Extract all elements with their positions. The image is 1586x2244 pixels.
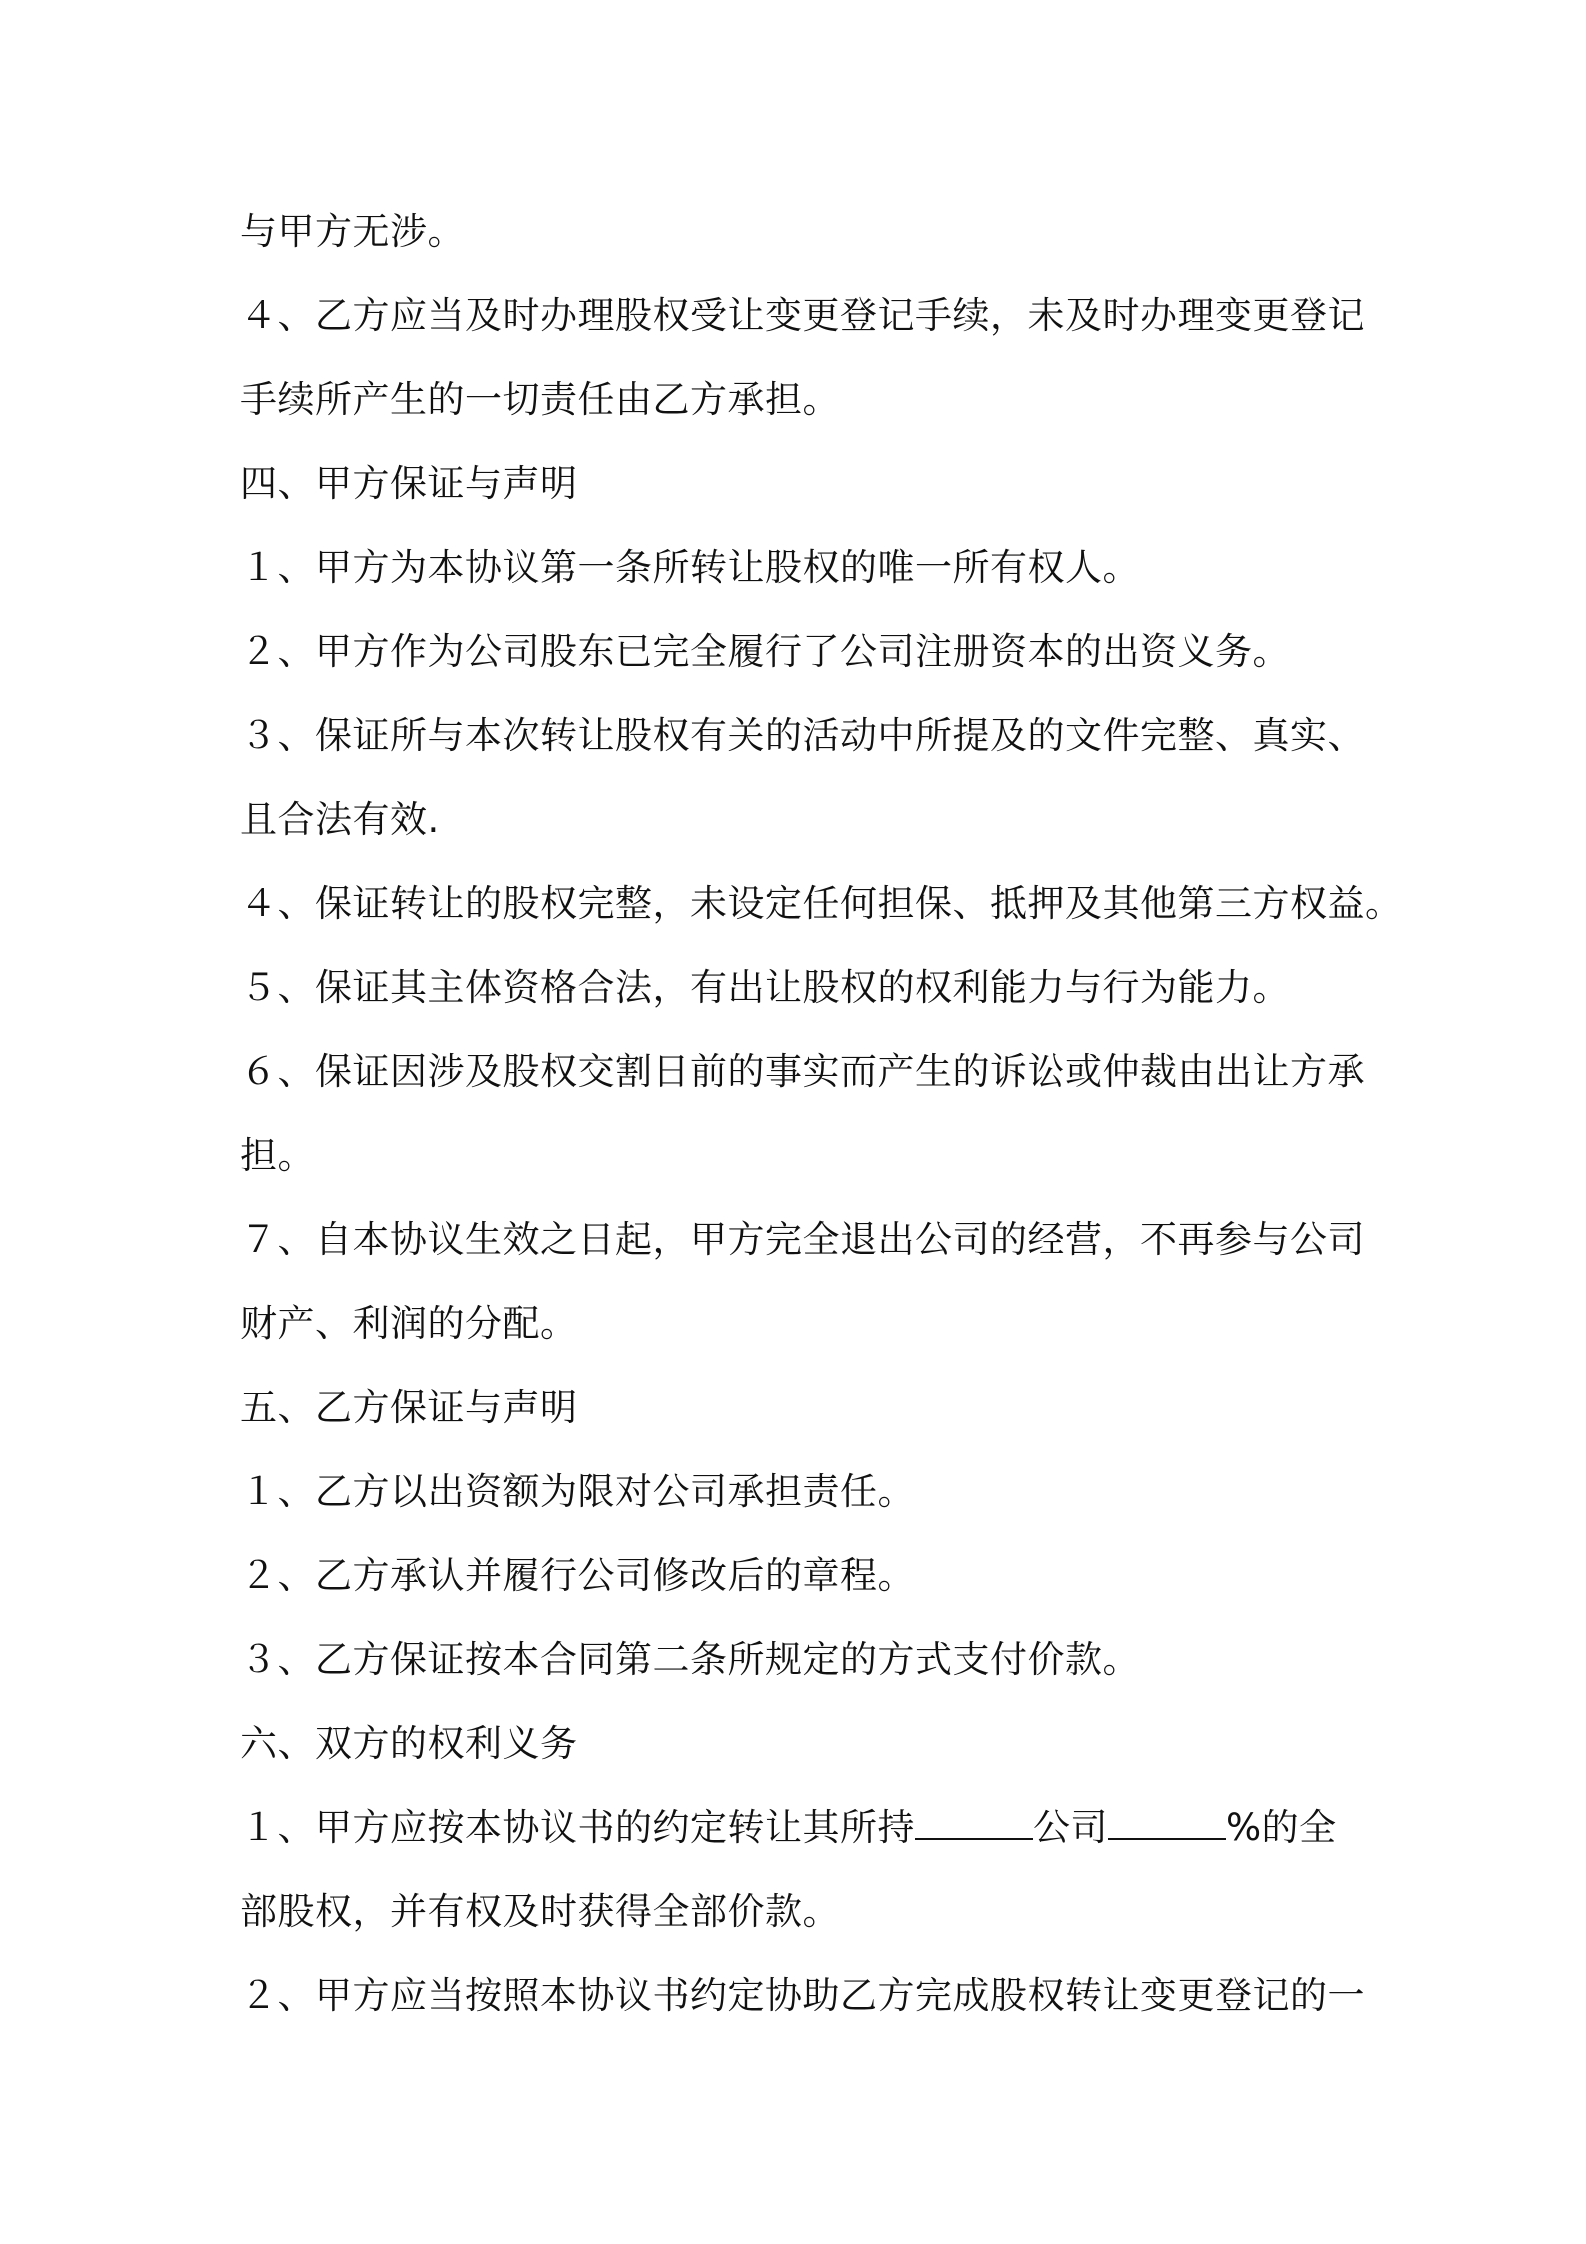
fill-in-blank [915, 1808, 1033, 1840]
text-segment: １、甲方应按本协议书的约定转让其所持 [240, 1806, 915, 1849]
text-line: ２、乙方承认并履行公司修改后的章程。 [240, 1554, 915, 1597]
text-line-with-blanks [240, 1786, 1360, 1870]
text-line: ２、甲方应当按照本协议书约定协助乙方完成股权转让变更登记的一 [240, 1974, 1365, 2017]
text-line: 且合法有效. [240, 798, 440, 841]
text-line: ３、乙方保证按本合同第二条所规定的方式支付价款。 [240, 1638, 1140, 1681]
fill-in-blank [1108, 1808, 1226, 1840]
text-line: ４、乙方应当及时办理股权受让变更登记手续，未及时办理变更登记 [240, 294, 1365, 337]
document-body [240, 190, 1403, 2038]
text-line: 财产、利润的分配。 [240, 1302, 578, 1345]
text-line: ３、保证所与本次转让股权有关的活动中所提及的文件完整、真实、 [240, 714, 1365, 757]
text-line: ２、甲方作为公司股东已完全履行了公司注册资本的出资义务。 [240, 630, 1290, 673]
text-line: １、甲方为本协议第一条所转让股权的唯一所有权人。 [240, 546, 1140, 589]
text-line: 部股权，并有权及时获得全部价款。 [240, 1890, 840, 1933]
text-line: ７、自本协议生效之日起，甲方完全退出公司的经营，不再参与公司 [240, 1218, 1365, 1261]
text-line: 与甲方无涉。 [240, 210, 465, 253]
section-heading: 五、乙方保证与声明 [240, 1386, 578, 1429]
section-heading: 四、甲方保证与声明 [240, 462, 578, 505]
text-line: １、乙方以出资额为限对公司承担责任。 [240, 1470, 915, 1513]
text-segment: 公司 [1033, 1806, 1108, 1849]
section-heading: 六、双方的权利义务 [240, 1722, 578, 1765]
text-line: ４、保证转让的股权完整，未设定任何担保、抵押及其他第三方权益。 [240, 882, 1403, 925]
text-segment: %的全 [1226, 1806, 1337, 1849]
text-line: 手续所产生的一切责任由乙方承担。 [240, 378, 840, 421]
text-line: 担。 [240, 1134, 315, 1177]
text-line: ６、保证因涉及股权交割日前的事实而产生的诉讼或仲裁由出让方承 [240, 1050, 1365, 1093]
text-line: ５、保证其主体资格合法，有出让股权的权利能力与行为能力。 [240, 966, 1290, 1009]
